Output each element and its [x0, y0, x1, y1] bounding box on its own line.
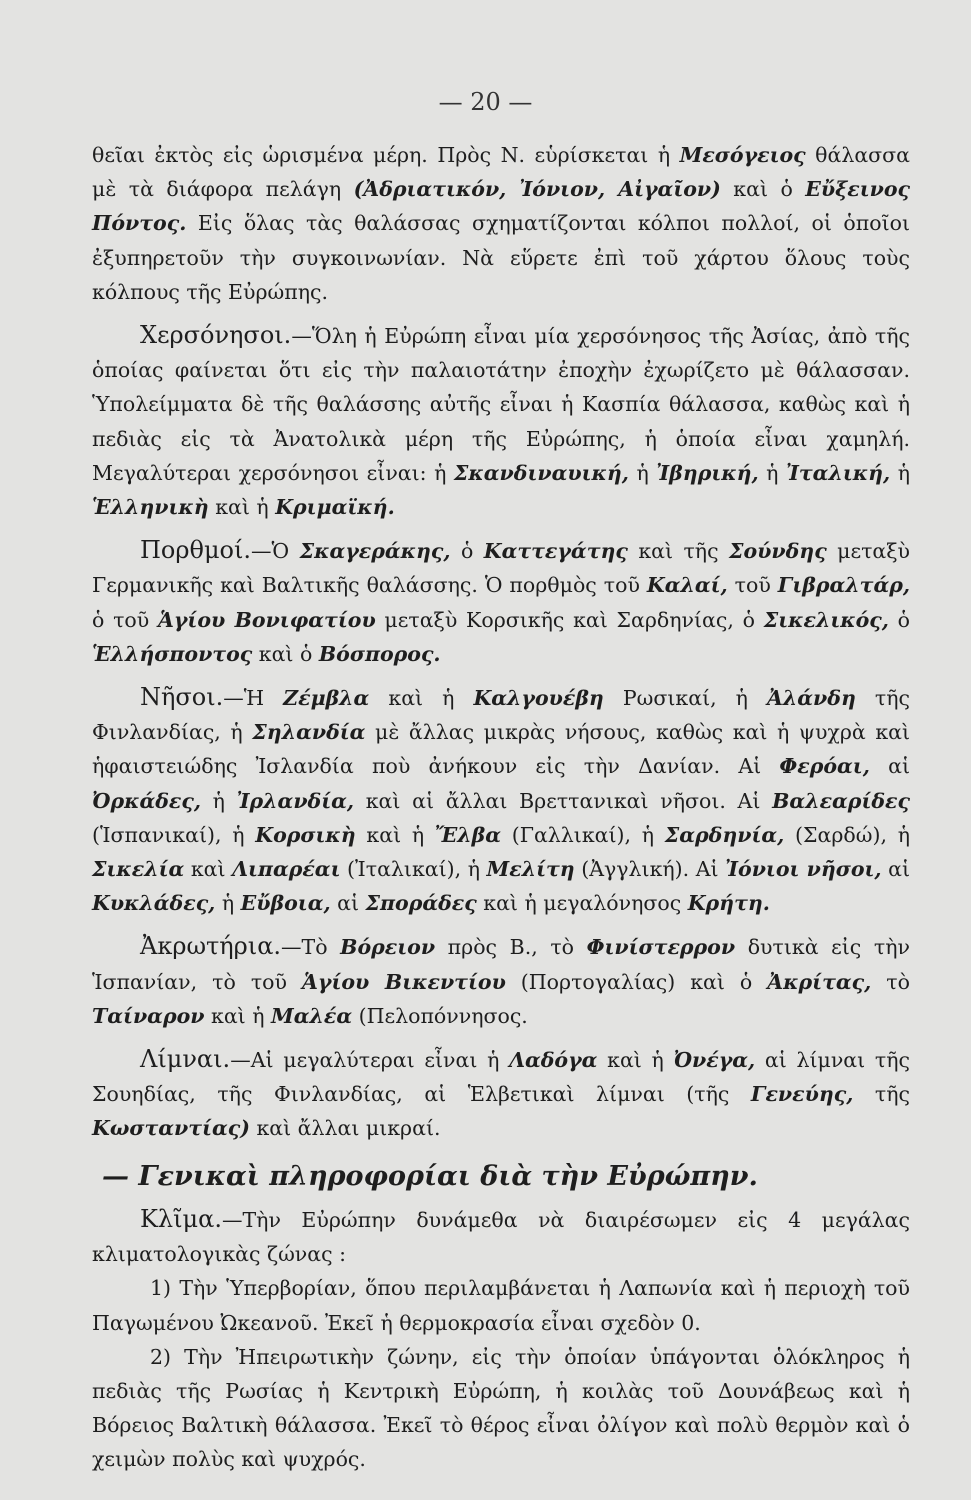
- term: Κωσταντίας): [92, 1116, 250, 1141]
- text-run: ἡ: [890, 460, 910, 485]
- text-run: —Ὁ: [251, 539, 300, 564]
- term: Ἁγίου Βονιφατίου: [157, 607, 376, 632]
- term: Βόσπορος.: [318, 641, 441, 666]
- text-run: (Πελοπόννησος.: [352, 1003, 528, 1028]
- section-heading: Ἀκρωτήρια.: [140, 932, 282, 961]
- text-run: —Τὴν Εὐρώπην δυνάμεθα νὰ διαιρέσωμεν εἰς 4 μεγάλας κλιματολογικὰς ζώνας :: [92, 1207, 910, 1267]
- term: Ἁγίου Βικεντίου: [302, 969, 506, 994]
- section-heading: Κλῖμα.: [140, 1204, 222, 1233]
- term: Φερόαι,: [779, 754, 870, 779]
- text-run: αἱ: [330, 891, 366, 916]
- term: Σικελικός,: [763, 607, 889, 632]
- term: Γενεύης,: [750, 1082, 854, 1107]
- term: Ἰόνιοι νῆσοι,: [725, 857, 882, 882]
- term: Καττεγάτης: [483, 539, 628, 564]
- term-black-sea: Εὔξεινος Πόντος.: [92, 177, 911, 236]
- term: Λαδόγα: [509, 1048, 598, 1073]
- text-run: αἱ: [869, 754, 910, 779]
- page-number: — 20 —: [438, 88, 533, 116]
- text-run: καὶ ἡ: [204, 1003, 272, 1028]
- text-run: Ρωσικαί, ἡ: [603, 686, 767, 711]
- term: Κυκλάδες,: [92, 891, 216, 916]
- text-run: ὁ τοῦ: [92, 607, 158, 632]
- text-run: ὁ: [888, 607, 910, 632]
- term: Εὔβοια,: [240, 891, 331, 916]
- term: Ταίναρον: [92, 1003, 205, 1028]
- paragraph-climate: [92, 1202, 910, 1271]
- term: Μελίτη: [486, 857, 575, 882]
- text-run: (Ἀγγλική). Αἱ: [574, 857, 726, 882]
- term: Βόρειον: [340, 935, 436, 960]
- text-run: αἱ λίμναι τῆς Σουηδίας, τῆς Φινλανδίας, αἱ Ἑλβετικαὶ λίμναι (τῆς: [92, 1048, 910, 1107]
- text-run: δυτικὰ εἰς τὴν Ἱσπανίαν, τὸ τοῦ: [92, 935, 910, 994]
- term: Ἀκρίτας,: [767, 969, 872, 994]
- text-run: —Αἱ μεγαλύτεραι εἶναι ἡ: [230, 1048, 510, 1073]
- text-run: καὶ: [184, 857, 233, 882]
- text-run: καὶ ἡ: [369, 686, 474, 711]
- term: Λιπαρέαι: [232, 857, 341, 882]
- term: Ἰρλανδία,: [236, 788, 355, 813]
- text-run: καὶ αἱ ἄλλαι Βρεττανικαὶ νῆσοι. Αἱ: [354, 788, 773, 813]
- text-run: καὶ τῆς: [627, 539, 729, 564]
- text-run: ἡ: [758, 460, 786, 485]
- term: Ὀρκάδες,: [92, 788, 201, 813]
- text-run: —Ἡ: [223, 686, 284, 711]
- section-heading: Χερσόνησοι.: [140, 321, 292, 350]
- paragraph-capes: [92, 929, 910, 1033]
- text-run: ἡ: [628, 460, 657, 485]
- text-run: καὶ ἡ: [208, 495, 276, 520]
- paragraph-lakes: [92, 1042, 910, 1146]
- text-run: τὸ: [871, 969, 910, 994]
- term: Ἰταλική,: [786, 460, 891, 485]
- term: Ἀλάνδη: [767, 686, 856, 711]
- text-run: (Ἰταλικαί), ἡ: [340, 857, 487, 882]
- text-run: αἱ: [881, 857, 911, 882]
- term: Σποράδες: [365, 891, 477, 916]
- text-run: μεταξὺ Κορσικῆς καὶ Σαρδηνίας, ὁ: [375, 607, 764, 632]
- text-run: ὁ: [450, 539, 484, 564]
- term-seas-list: (Ἀδριατικόν, Ἰόνιον, Αἰγαῖον): [353, 177, 721, 202]
- text-run: μεταξὺ Γερμανικῆς καὶ Βαλτικῆς θαλάσσης. Ὁ πορθμὸς τοῦ: [92, 539, 911, 598]
- term: Βαλεαρίδες: [772, 788, 910, 813]
- term: Ἔλβα: [434, 822, 502, 847]
- page-text: [92, 138, 910, 1477]
- text-run: τῆς Φινλανδίας, ἡ: [92, 686, 911, 745]
- text-run: καὶ ὁ: [252, 641, 319, 666]
- term: Κορσικὴ: [255, 822, 356, 847]
- term: Φινίστερρον: [586, 935, 736, 960]
- text-run: (Ἱσπανικαί), ἡ: [92, 822, 256, 847]
- term: Σούνδης: [729, 539, 827, 564]
- term: Μαλέα: [271, 1003, 353, 1028]
- term: Σικελία: [92, 857, 185, 882]
- term: Ἑλληνικὴ: [92, 495, 209, 520]
- list-item: 1) Τὴν Ὑπερβορίαν, ὅπου περιλαμβάνεται ἡ Λαπωνία καὶ ἡ περιοχὴ τοῦ Παγωμένου Ὠκεανοῦ. Ἐκεῖ ἡ θερμοκρασία εἶναι σχεδὸν 0.: [92, 1276, 910, 1335]
- term: Σαρδηνία,: [664, 822, 785, 847]
- text-run: Εἰς ὅλας τὰς θαλάσσας σχηματίζονται κόλποι πολλοί, οἱ ὁποῖοι ἐξυπηρετοῦν τὴν συγκοινωνίαν. Νὰ εὕρετε ἐπὶ τοῦ χάρτου ὅλους τοὺς κόλπους τῆς Εὐρώπης.: [92, 211, 910, 304]
- text-run: θάλασσα μὲ τὰ διάφορα πελάγη: [92, 143, 910, 202]
- text-run: θεῖαι ἐκτὸς εἰς ὡρισμένα μέρη. Πρὸς Ν. εὑρίσκεται ἡ: [92, 143, 680, 167]
- text-run: (Πορτογαλίας) καὶ ὁ: [505, 969, 768, 994]
- list-item: 2) Τὴν Ἠπειρωτικὴν ζώνην, εἰς τὴν ὁποίαν ὑπάγονται ὁλόκληρος ἡ πεδιὰς τῆς Ρωσίας ἡ Κεντρικὴ Εὐρώπη, ἡ κοιλὰς τοῦ Δουνάβεως καὶ ἡ Βόρειος Βαλτικὴ θάλασσα. Ἐκεῖ τὸ θέρος εἶναι ὀλίγον καὶ πολὺ θερμὸν καὶ ὁ χειμὼν πολὺς καὶ ψυχρός.: [92, 1344, 910, 1472]
- term: Σηλανδία: [252, 720, 366, 745]
- text-run: καὶ ἡ: [355, 822, 435, 847]
- term: Ζέμβλα: [283, 686, 370, 711]
- term: Κρήτη.: [687, 891, 770, 916]
- term: Ἑλλήσποντος: [92, 641, 253, 666]
- term: Κριμαϊκή.: [275, 495, 395, 520]
- text-run: πρὸς Β., τὸ: [435, 935, 587, 960]
- text-run: (Γαλλικαί), ἡ: [501, 822, 665, 847]
- text-run: ἡ: [215, 891, 241, 916]
- text-run: καὶ ἡ μεγαλόνησος: [476, 891, 688, 916]
- section-title: — Γενικαὶ πληροφορίαι διὰ τὴν Εὐρώπην.: [102, 1160, 758, 1192]
- section-heading: Νῆσοι.: [140, 683, 224, 712]
- term: Σκανδιναυική,: [453, 460, 629, 485]
- term: Ὀνέγα,: [673, 1048, 756, 1073]
- paragraph-seas: [92, 138, 910, 309]
- term-mediterranean: Μεσόγειος: [679, 143, 806, 167]
- term: Καλγουέβη: [473, 686, 604, 711]
- text-run: —Τὸ: [281, 935, 341, 960]
- text-run: τοῦ: [727, 573, 778, 598]
- term: Γιβραλτάρ,: [777, 573, 910, 598]
- section-heading: Πορθμοί.: [140, 536, 252, 565]
- paragraph-islands: [92, 680, 910, 920]
- text-run: καὶ ὁ: [720, 177, 806, 202]
- term: Καλαί,: [646, 573, 728, 598]
- text-run: (Σαρδώ), ἡ: [784, 822, 910, 847]
- section-heading: Λίμναι.: [140, 1045, 231, 1074]
- text-run: ἡ: [201, 788, 237, 813]
- text-run: μὲ ἄλλας μικρὰς νήσους, καθὼς καὶ ἡ ψυχρὰ καὶ ἡφαιστειώδης Ἰσλανδία ποὺ ἀνήκουν εἰς τὴν Δανίαν. Αἱ: [92, 720, 911, 779]
- term: Σκαγεράκης,: [299, 539, 451, 564]
- paragraph-straits: [92, 533, 910, 671]
- text-run: καὶ ἄλλαι μικραί.: [249, 1116, 441, 1141]
- text-run: —Ὅλη ἡ Εὐρώπη εἶναι μία χερσόνησος τῆς Ἀσίας, ἀπὸ τῆς ὁποίας φαίνεται ὅτι εἰς τὴν παλαιοτάτην ἐποχὴν ἐχωρίζετο μὲ θάλασσαν. Ὑπολείμματα δὲ τῆς θαλάσσης αὐτῆς εἶναι ἡ Κασπία θάλασσα, καθὼς καὶ ἡ πεδιὰς εἰς τὰ Ἀνατολικὰ μέρη τῆς Εὐρώπης, ἡ ὁποία εἶναι χαμηλή. Μεγαλύτεραι χερσόνησοι εἶναι: ἡ: [92, 324, 910, 485]
- text-run: καὶ ἡ: [597, 1048, 674, 1073]
- text-run: τῆς: [853, 1082, 910, 1107]
- paragraph-peninsulas: [92, 318, 910, 524]
- term: Ἰβηρική,: [656, 460, 759, 485]
